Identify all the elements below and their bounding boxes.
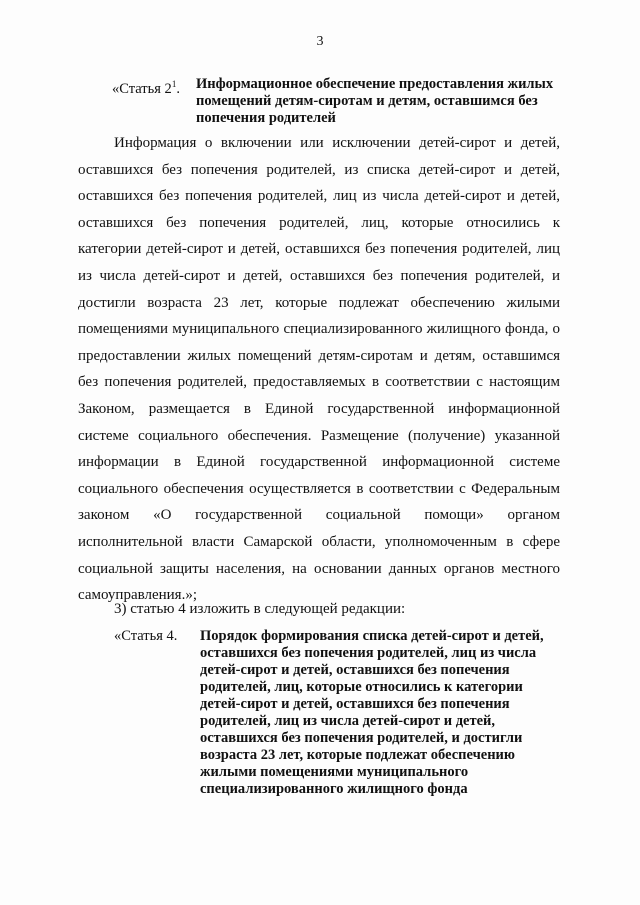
article-2-1-body: Информация о включении или исключении детей-сирот и детей, оставшихся без попечения родителей, из списка детей-сирот и детей, оставшихся без попечения родителей, лиц из числа детей-сирот и детей, оставшихся без попечения родителей, лиц, которые относились к категории детей-сирот и детей, оставшихся без попечения родителей, лиц из числа детей-сирот и детей, оставшихся без попечения родителей, и достигли возраста 23 лет, которые подлежат обеспечению жилыми помещениями муниципального специализированного жилищного фонда, о предоставлении жилых помещений детям-сиротам и детям, оставшимся без попечения родителей, предоставляемых в соответствии с настоящим Законом, размещается в Единой государственной информационной системе социального обеспечения. Размещение (получение) указанной информации в Единой государственной информационной системе социального обеспечения осуществляется в соответствии с Федеральным законом «О государственной социальной помощи» органом исполнительной власти Самарской области, уполномоченным в сфере социальной защиты населения, на основании данных органов местного самоуправления.»; <box>78 135 560 604</box>
article-2-1-label-superscript: 1 <box>171 79 177 89</box>
article-4-label: «Статья 4. <box>114 628 178 644</box>
article-2-1-label-suffix: . <box>176 81 180 97</box>
article-4-title: Порядок формирования списка детей-сирот и детей, оставшихся без попечения родителей, лиц из числа детей-сирот и детей, оставшихся без попечения родителей, лиц, которые относились к категории детей-сирот и детей, оставшихся без попечения родителей, лиц из числа детей-сирот и детей, оставшихся без попечения родителей, и достигли возраста 23 лет, которые подлежат обеспечению жилыми помещениями муниципального специализированного жилищного фонда <box>200 628 544 797</box>
article-2-1-label <box>112 76 180 98</box>
article-2-1-label-prefix: «Статья 2 <box>112 81 172 97</box>
article-2-1-title: Информационное обеспечение предоставления жилых помещений детям-сиротам и детям, оставшимся без попечения родителей <box>196 76 554 126</box>
page-number: 3 <box>316 34 324 49</box>
amendment-item-3: 3) статью 4 изложить в следующей редакции: <box>114 601 406 617</box>
